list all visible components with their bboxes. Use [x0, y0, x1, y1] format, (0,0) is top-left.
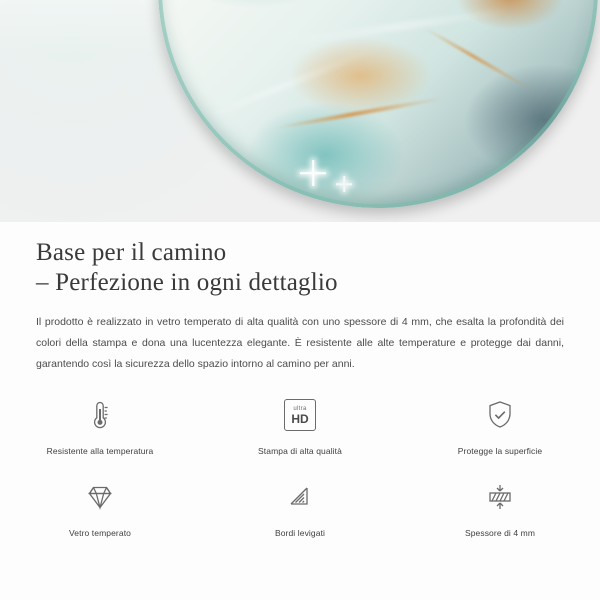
feature-label: Resistente alla temperatura [46, 446, 154, 456]
ultra-hd-bottom-text: HD [291, 411, 309, 426]
product-description: Il prodotto è realizzato in vetro temperato di alta qualità con uno spessore di 4 mm, che esalta la profondità dei colori della stampa e dona una lucentezza elegante. È resistente alle alte temperature e protegge dai danni, garantendo così la sicurezza dello spazio intorno al camino per anni. [36, 316, 564, 370]
feature-label: Spessore di 4 mm [464, 528, 536, 538]
feature-label: Protegge la superficie [457, 446, 543, 456]
feature-item-thickness [400, 474, 600, 538]
feature-label: Bordi levigati [274, 528, 326, 538]
text-content [0, 222, 600, 375]
ultra-hd-badge [284, 399, 316, 431]
feature-grid [0, 392, 600, 538]
thermometer-icon [77, 392, 123, 438]
feature-item-tempered-glass [0, 474, 200, 538]
feature-label: Stampa di alta qualità [258, 446, 342, 456]
feature-item-polished-edges [200, 474, 400, 538]
shield-check-icon [477, 392, 523, 438]
feature-label: Vetro temperato [69, 528, 131, 538]
page-title [0, 222, 600, 298]
feature-item-temperature [0, 392, 200, 456]
hero-image [0, 0, 600, 222]
polished-edges-icon [277, 474, 323, 520]
ultra-hd-icon [277, 392, 323, 438]
thickness-icon [477, 474, 523, 520]
feature-item-print-quality [200, 392, 400, 456]
headline-line-2: – Perfezione in ogni dettaglio [36, 269, 338, 296]
feature-item-surface-protection [400, 392, 600, 456]
headline-line-1: Base per il camino [36, 239, 227, 266]
diamond-icon [77, 474, 123, 520]
glass-plate-product-image [158, 0, 598, 208]
ultra-hd-top-text: ultra [293, 405, 307, 412]
